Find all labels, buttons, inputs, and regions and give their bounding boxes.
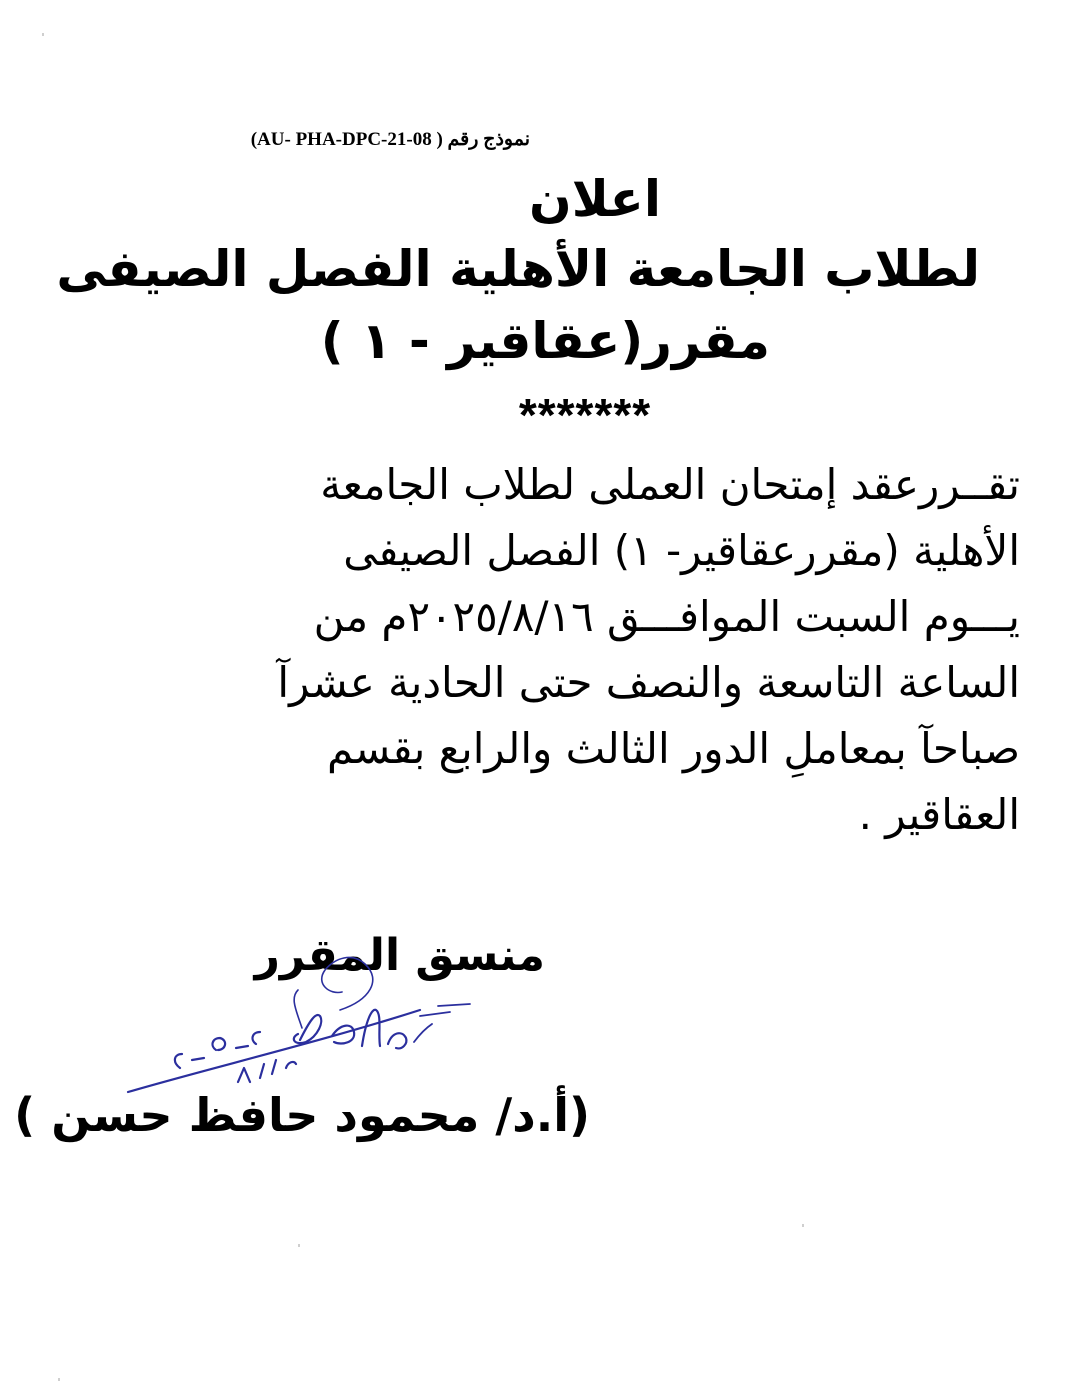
body-line: الأهلية (مقررعقاقير- ١) الفصل الصيفى: [343, 526, 1020, 575]
scan-speck: [298, 1244, 300, 1247]
body-line: تقــررعقد إمتحان العملى لطلاب الجامعة: [320, 460, 1020, 509]
course-heading: مقرر(عقاقير - ١ ): [320, 312, 770, 370]
coordinator-title: منسق المقرر: [254, 930, 545, 981]
audience-heading: لطلاب الجامعة الأهلية الفصل الصيفى: [56, 240, 980, 298]
scan-speck: [58, 1378, 60, 1381]
coordinator-name: (أ.د/ محمود حافظ حسن ): [14, 1088, 590, 1142]
body-line: يـــوم السبت الموافـــق ٢٠٢٥/٨/١٦م من: [313, 592, 1020, 641]
form-number: [150, 128, 530, 151]
body-line: الساعة التاسعة والنصف حتى الحادية عشرآ: [277, 658, 1020, 707]
form-number-text: نموذج رقم ( AU- PHA-DPC-21-08): [250, 129, 530, 150]
announcement-title: اعلان: [529, 170, 661, 228]
body-line: العقاقير .: [858, 790, 1020, 839]
announcement-body: [190, 452, 1020, 848]
separator-stars: *******: [518, 389, 652, 441]
scan-speck: [42, 33, 44, 36]
scan-speck: [802, 1224, 804, 1227]
body-line: صباحآ بمعاملِ الدور الثالث والرابع بقسم: [326, 724, 1020, 773]
